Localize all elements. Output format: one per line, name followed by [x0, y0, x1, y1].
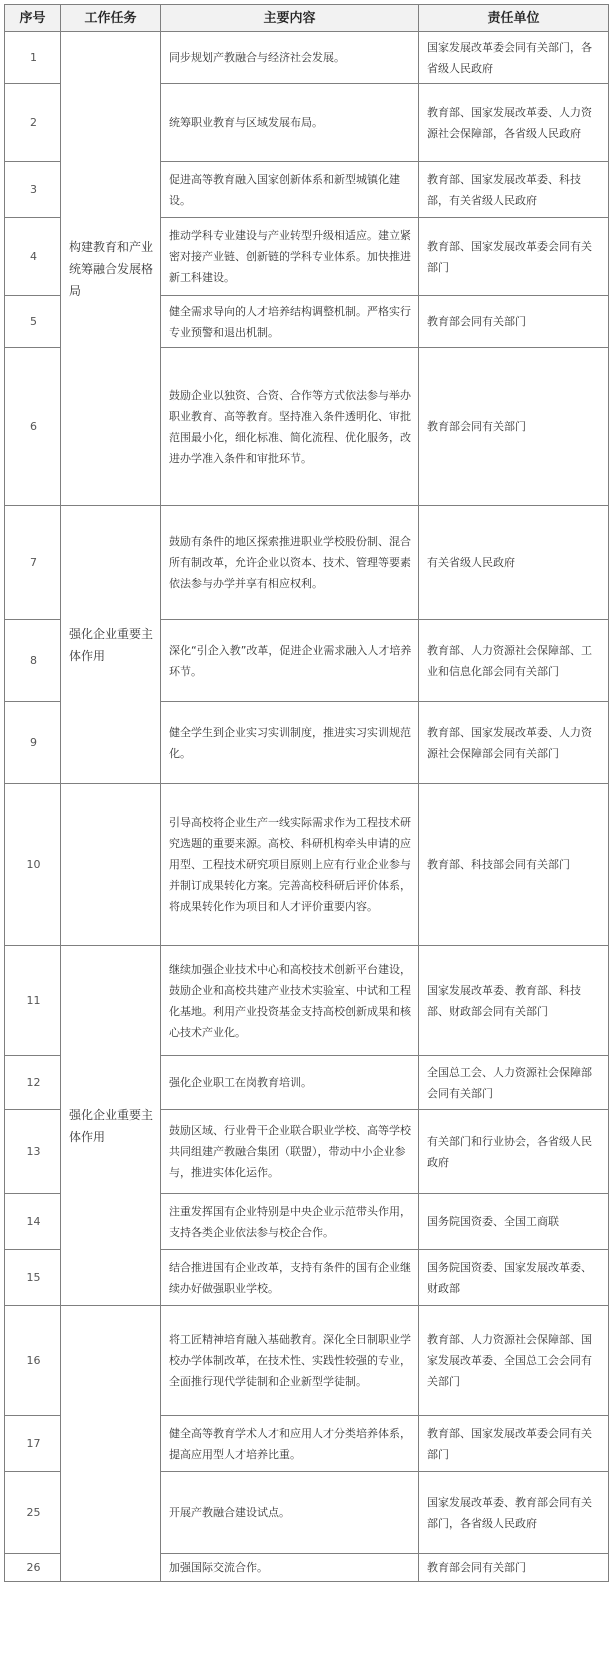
row-unit: 教育部会同有关部门: [419, 348, 609, 506]
row-unit: 国家发展改革委会同有关部门，各省级人民政府: [419, 32, 609, 84]
row-number: 12: [5, 1056, 61, 1110]
row-unit: 教育部会同有关部门: [419, 296, 609, 348]
row-unit: 教育部、人力资源社会保障部、国家发展改革委、全国总工会会同有关部门: [419, 1306, 609, 1416]
row-content: 强化企业职工在岗教育培训。: [161, 1056, 419, 1110]
header-row: [5, 5, 609, 32]
row-number: 8: [5, 620, 61, 702]
row-unit: 全国总工会、人力资源社会保障部会同有关部门: [419, 1056, 609, 1110]
row-content: 促进高等教育融入国家创新体系和新型城镇化建设。: [161, 162, 419, 218]
row-number: 1: [5, 32, 61, 84]
task-group-cell-empty: [61, 1306, 161, 1582]
row-unit: 国家发展改革委、教育部会同有关部门，各省级人民政府: [419, 1472, 609, 1554]
row-number: 7: [5, 506, 61, 620]
row-number: 13: [5, 1110, 61, 1194]
row-number: 9: [5, 702, 61, 784]
row-unit: 教育部、科技部会同有关部门: [419, 784, 609, 946]
row-content: 将工匠精神培育融入基础教育。深化全日制职业学校办学体制改革，在技术性、实践性较强的专业，全面推行现代学徒制和企业新型学徒制。: [161, 1306, 419, 1416]
row-content: 鼓励企业以独资、合资、合作等方式依法参与举办职业教育、高等教育。坚持准入条件透明化、审批范围最小化，细化标准、简化流程、优化服务，改进办学准入条件和审批环节。: [161, 348, 419, 506]
task-group-cell: 强化企业重要主体作用: [61, 506, 161, 784]
row-number: 16: [5, 1306, 61, 1416]
row-unit: 教育部、国家发展改革委、人力资源社会保障部，各省级人民政府: [419, 84, 609, 162]
row-unit: 教育部、国家发展改革委、人力资源社会保障部会同有关部门: [419, 702, 609, 784]
task-group-cell: 强化企业重要主体作用: [61, 946, 161, 1306]
task-group-cell: 构建教育和产业统筹融合发展格局: [61, 32, 161, 506]
header-content: 主要内容: [161, 5, 419, 32]
row-content: 开展产教融合建设试点。: [161, 1472, 419, 1554]
row-content: 深化“引企入教”改革，促进企业需求融入人才培养环节。: [161, 620, 419, 702]
row-number: 5: [5, 296, 61, 348]
row-content: 同步规划产教融合与经济社会发展。: [161, 32, 419, 84]
row-content: 注重发挥国有企业特别是中央企业示范带头作用，支持各类企业依法参与校企合作。: [161, 1194, 419, 1250]
row-unit: 教育部、国家发展改革委会同有关部门: [419, 218, 609, 296]
row-unit: 教育部、国家发展改革委、科技部，有关省级人民政府: [419, 162, 609, 218]
row-content: 鼓励有条件的地区探索推进职业学校股份制、混合所有制改革，允许企业以资本、技术、管理等要素依法参与办学并享有相应权利。: [161, 506, 419, 620]
row-number: 25: [5, 1472, 61, 1554]
row-unit: 有关省级人民政府: [419, 506, 609, 620]
row-number: 26: [5, 1554, 61, 1582]
table-row: [5, 784, 609, 946]
task-group-cell-empty: [61, 784, 161, 946]
row-content: 推动学科专业建设与产业转型升级相适应。建立紧密对接产业链、创新链的学科专业体系。加快推进新工科建设。: [161, 218, 419, 296]
row-content: 继续加强企业技术中心和高校技术创新平台建设，鼓励企业和高校共建产业技术实验室、中试和工程化基地。利用产业投资基金支持高校创新成果和核心技术产业化。: [161, 946, 419, 1056]
row-unit: 教育部、国家发展改革委会同有关部门: [419, 1416, 609, 1472]
header-unit: 责任单位: [419, 5, 609, 32]
row-unit: 教育部、人力资源社会保障部、工业和信息化部会同有关部门: [419, 620, 609, 702]
row-content: 引导高校将企业生产一线实际需求作为工程技术研究选题的重要来源。高校、科研机构牵头申请的应用型、工程技术研究项目原则上应有行业企业参与并制订成果转化方案。完善高校科研后评价体系，将成果转化作为项目和人才评价重要内容。: [161, 784, 419, 946]
table-row: [5, 32, 609, 84]
row-content: 健全学生到企业实习实训制度，推进实习实训规范化。: [161, 702, 419, 784]
row-number: 11: [5, 946, 61, 1056]
task-table: [4, 4, 609, 1582]
row-number: 10: [5, 784, 61, 946]
table-row: [5, 1306, 609, 1416]
row-content: 加强国际交流合作。: [161, 1554, 419, 1582]
header-seq: 序号: [5, 5, 61, 32]
row-content: 统筹职业教育与区域发展布局。: [161, 84, 419, 162]
row-content: 鼓励区域、行业骨干企业联合职业学校、高等学校共同组建产教融合集团（联盟），带动中小企业参与，推进实体化运作。: [161, 1110, 419, 1194]
table-row: [5, 506, 609, 620]
row-number: 15: [5, 1250, 61, 1306]
row-number: 6: [5, 348, 61, 506]
row-number: 3: [5, 162, 61, 218]
row-content: 结合推进国有企业改革，支持有条件的国有企业继续办好做强职业学校。: [161, 1250, 419, 1306]
row-content: 健全高等教育学术人才和应用人才分类培养体系，提高应用型人才培养比重。: [161, 1416, 419, 1472]
row-content: 健全需求导向的人才培养结构调整机制。严格实行专业预警和退出机制。: [161, 296, 419, 348]
row-number: 14: [5, 1194, 61, 1250]
row-unit: 国家发展改革委、教育部、科技部、财政部会同有关部门: [419, 946, 609, 1056]
row-unit: 教育部会同有关部门: [419, 1554, 609, 1582]
table-row: [5, 946, 609, 1056]
row-number: 17: [5, 1416, 61, 1472]
header-task: 工作任务: [61, 5, 161, 32]
row-number: 4: [5, 218, 61, 296]
row-number: 2: [5, 84, 61, 162]
row-unit: 有关部门和行业协会，各省级人民政府: [419, 1110, 609, 1194]
row-unit: 国务院国资委、国家发展改革委、财政部: [419, 1250, 609, 1306]
row-unit: 国务院国资委、全国工商联: [419, 1194, 609, 1250]
